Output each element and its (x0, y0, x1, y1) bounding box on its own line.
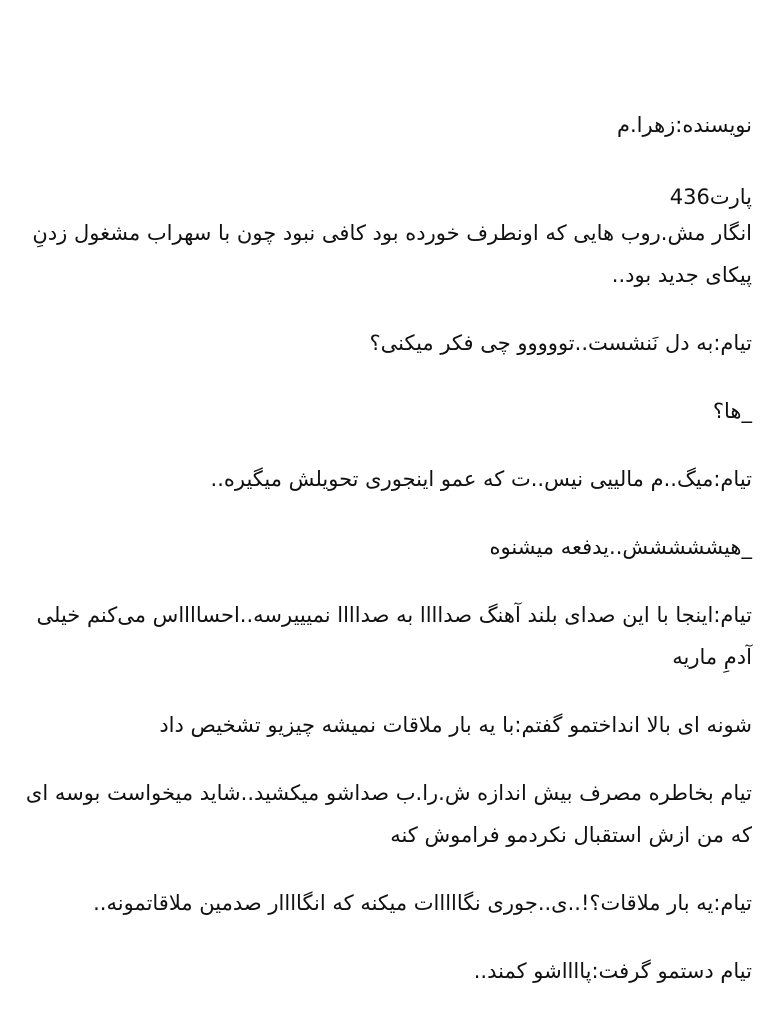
paragraph-9: تیام:یه بار ملاقات؟!..ی..جوری نگااااات میکنه که انگاااار صدمین ملاقاتمونه.. (93, 891, 752, 915)
paragraph-2: تیام:به دل نَنشست..تووووو چی فکر میکنی؟ (369, 331, 752, 355)
paragraph-1: انگار مش.روب هایی که اونطرف خورده بود کافی نبود چون با سهراب مشغول زدنِ پیکای جدید بود.. (32, 221, 752, 287)
paragraph-5: _هیششششش..یدفعه میشنوه (489, 535, 752, 559)
paragraph-3: _ها؟ (712, 399, 752, 423)
part-number: پارت436 (669, 185, 752, 209)
paragraph-6: تیام:اینجا با این صدای بلند آهنگ صداااا به صداااا نمیییرسه..احسااااس می‌کنم خیلی آدمِ ماریه (36, 603, 752, 669)
author-line: نویسنده:زهرا.م (616, 113, 752, 137)
paragraph-7: شونه ای بالا انداختمو گفتم:با یه بار ملاقات نمیشه چیزیو تشخیص داد (159, 713, 752, 737)
paragraph-10: تیام دستمو گرفت:پااااشو کمند.. (473, 959, 752, 983)
paragraph-8: تیام بخاطره مصرف بیش اندازه ش.را.ب صداشو میکشید..شاید میخواست بوسه ای که من ازش استقبال نکردمو فراموش کنه (25, 781, 752, 847)
paragraph-4: تیام:میگ..م مالییی نیس..ت که عمو اینجوری تحویلش میگیره.. (210, 467, 752, 491)
